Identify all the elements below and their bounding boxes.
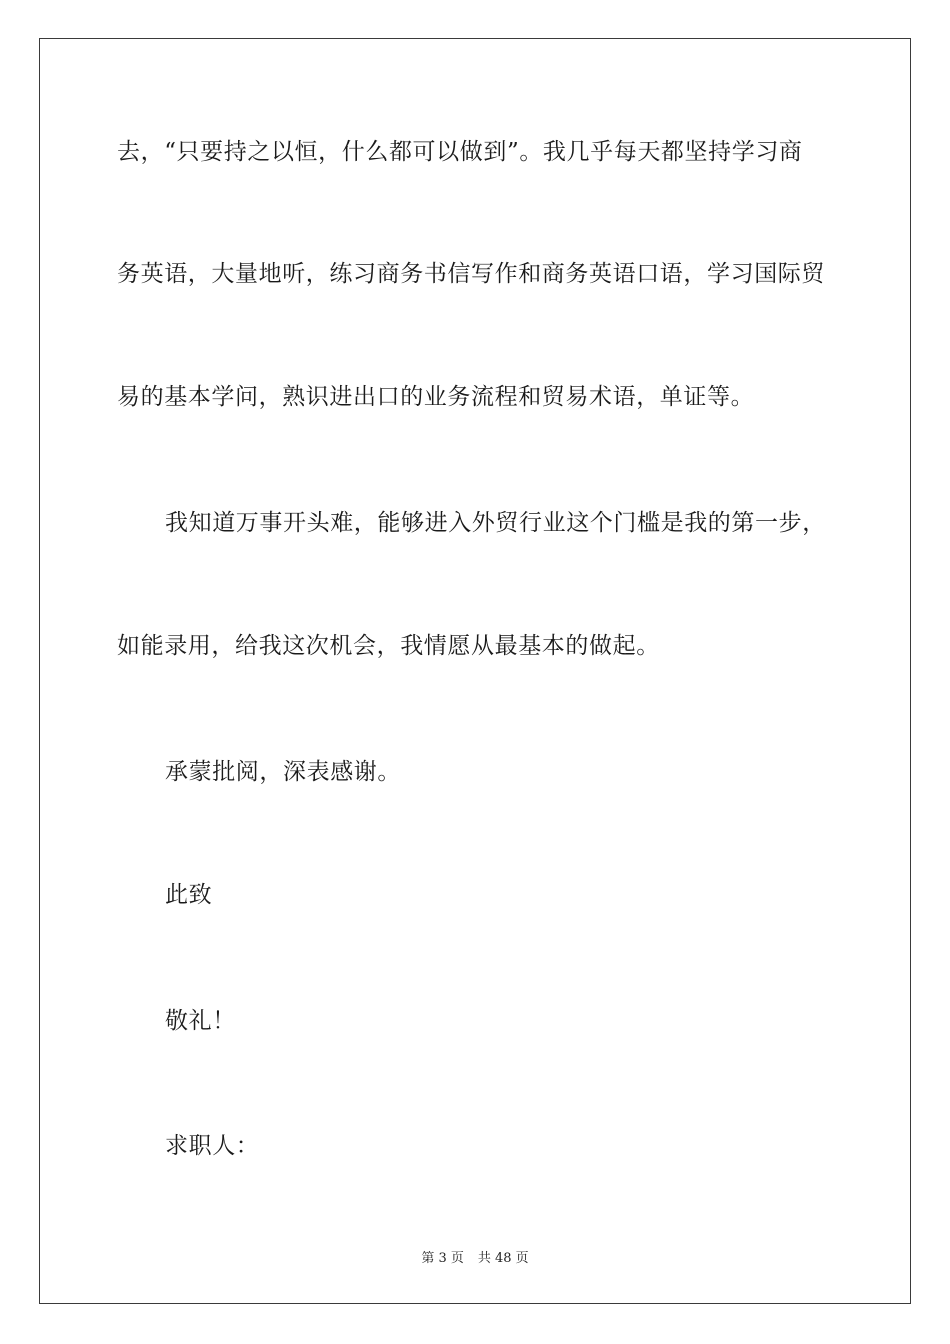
- paragraph-first-line: 我知道万事开头难，能够进入外贸行业这个门槛是我的第一步，: [165, 510, 826, 536]
- page-number: 第 3 页: [421, 1251, 464, 1266]
- page-border: [39, 38, 911, 1304]
- closing-thanks: 承蒙批阅，深表感谢。: [165, 759, 401, 785]
- body-text-line: 如能录用，给我这次机会，我情愿从最基本的做起。: [117, 633, 660, 659]
- body-text-line: 易的基本学问，熟识进出口的业务流程和贸易术语，单证等。: [117, 384, 755, 410]
- body-text-line: 务英语，大量地听，练习商务书信写作和商务英语口语，学习国际贸: [117, 261, 825, 287]
- body-text-line: 去，“只要持之以恒，什么都可以做到”。我几乎每天都坚持学习商: [117, 139, 803, 165]
- salutation-zhizhi: 此致: [165, 882, 213, 908]
- salutation-jingli: 敬礼！: [165, 1008, 236, 1034]
- applicant-signature: 求职人：: [165, 1133, 260, 1159]
- page-total: 共 48 页: [477, 1251, 529, 1266]
- page-footer: [0, 1247, 950, 1266]
